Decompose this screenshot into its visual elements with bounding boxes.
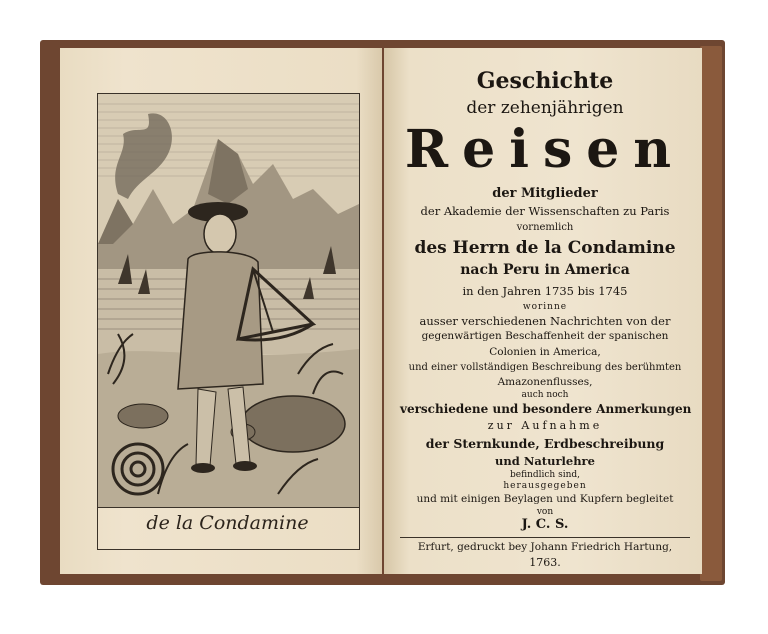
title-line-17: verschiedene und besondere Anmerkungen: [400, 402, 692, 416]
title-line-18: zur Aufnahme: [487, 419, 603, 432]
imprint-year: 1763.: [529, 556, 561, 569]
title-line-13: Colonien in America,: [489, 346, 601, 358]
title-line-14: und einer vollständigen Beschreibung des berühmten: [408, 362, 682, 373]
frontispiece-caption: de la Condamine: [146, 512, 309, 534]
title-line-8: nach Peru in America: [460, 262, 630, 278]
title-line-6: vornemlich: [516, 222, 574, 233]
title-line-12: gegenwärtigen Beschaffenheit der spanischen: [421, 330, 669, 342]
title-line-7: des Herrn de la Condamine: [414, 238, 676, 258]
title-line-11: ausser verschiedenen Nachrichten von der: [419, 314, 671, 328]
title-line-15: Amazonenflusses,: [497, 376, 593, 388]
title-line-16: auch noch: [521, 390, 569, 400]
title-main: Reisen: [404, 119, 686, 180]
title-line-5: der Akademie der Wissenschaften zu Paris: [420, 204, 670, 218]
engraving-illustration: [98, 94, 359, 507]
title-line-21: befindlich sind,: [509, 470, 581, 480]
title-line-2: der zehenjährigen: [466, 98, 624, 118]
title-line-9: in den Jahren 1735 bis 1745: [462, 284, 628, 298]
imprint-rule: [400, 537, 690, 538]
title-line-23: und mit einigen Beylagen und Kupfern begleitet: [416, 493, 674, 505]
imprint-line-1: Erfurt, gedruckt bey Johann Friedrich Hartung,: [417, 541, 673, 553]
title-line-1: Geschichte: [476, 68, 614, 94]
book-spine-edge: [700, 46, 722, 581]
title-author: J. C. S.: [521, 517, 569, 532]
title-line-24: von: [536, 507, 554, 517]
title-line-22: herausgegeben: [503, 481, 587, 491]
title-line-4: der Mitglieder: [492, 186, 598, 201]
title-line-19: der Sternkunde, Erdbeschreibung: [425, 436, 665, 451]
title-line-10: worinne: [522, 302, 568, 312]
engraving-plate: [97, 93, 360, 508]
title-line-20: und Naturlehre: [495, 454, 595, 468]
